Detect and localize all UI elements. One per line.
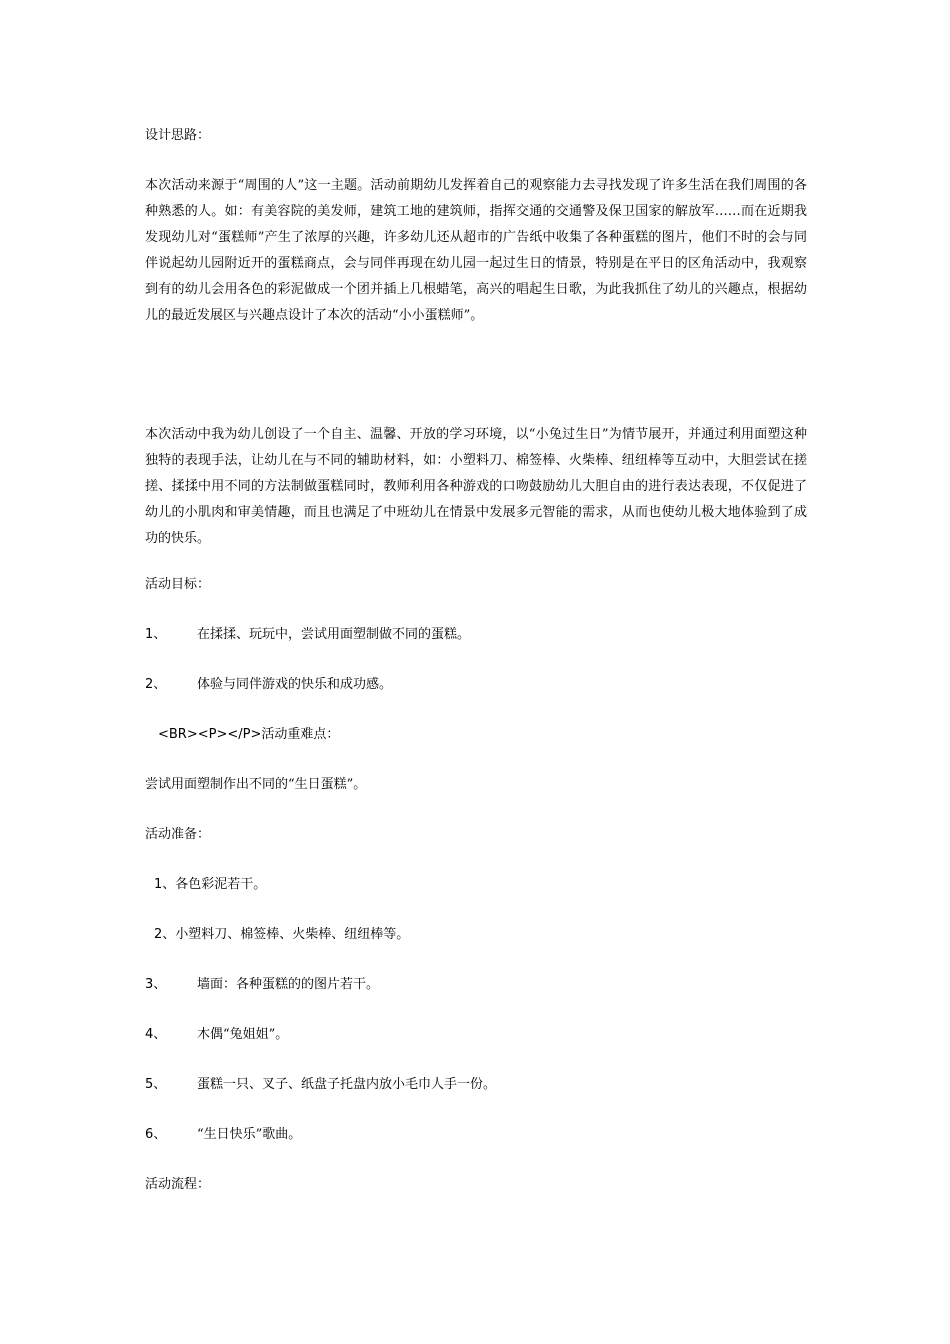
prep-item bbox=[154, 927, 409, 943]
goal-number: 1、 bbox=[145, 627, 167, 642]
prep-text: 、小塑料刀、棉签棒、火柴棒、纽纽棒等。 bbox=[162, 927, 410, 942]
goal-text: 体验与同伴游戏的快乐和成功感。 bbox=[197, 677, 393, 692]
focus-heading: 活动重难点： bbox=[261, 727, 340, 742]
goal-number: 2、 bbox=[145, 677, 167, 692]
design-paragraph-2: 本次活动中我为幼儿创设了一个自主、温馨、开放的学习环境，以“小兔过生日”为情节展开，并通过利用面塑这种独特的表现手法，让幼儿在与不同的辅助材料，如：小塑料刀、棉签棒、火柴棒、纽纽棒等互动中，大胆尝试在搓搓、揉揉中用不同的方法制做蛋糕同时，教师利用各种游戏的口吻鼓励幼儿大胆自由的进行表达表现，不仅促进了幼儿的小肌肉和审美情趣，而且也满足了中班幼儿在情景中发展多元智能的需求，从而也使幼儿极大地体验到了成功的快乐。 bbox=[145, 427, 807, 546]
focus-text: 尝试用面塑制作出不同的“生日蛋糕”。 bbox=[145, 777, 367, 792]
prep-number: 4、 bbox=[145, 1027, 167, 1042]
goal-item bbox=[145, 677, 392, 693]
prep-text: 墙面：各种蛋糕的的图片若干。 bbox=[197, 977, 380, 992]
design-paragraph-1: 本次活动来源于“周围的人”这一主题。活动前期幼儿发挥着自己的观察能力去寻找发现了许多生活在我们周围的各种熟悉的人。如：有美容院的美发师，建筑工地的建筑师，指挥交通的交通警及保卫国家的解放军……而在近期我发现幼儿对“蛋糕师”产生了浓厚的兴趣，许多幼儿还从超市的广告纸中收集了各种蛋糕的图片，他们不时的会与同伴说起幼儿园附近开的蛋糕商点，会与同伴再现在幼儿园一起过生日的情景，特别是在平日的区角活动中，我观察到有的幼儿会用各色的彩泥做成一个团并插上几根蜡笔，高兴的唱起生日歌，为此我抓住了幼儿的兴趣点，根据幼儿的最近发展区与兴趣点设计了本次的活动“小小蛋糕师”。 bbox=[145, 178, 807, 323]
prep-number: 6、 bbox=[145, 1127, 167, 1142]
prep-text: 蛋糕一只、叉子、纸盘子托盘内放小毛巾人手一份。 bbox=[197, 1077, 497, 1092]
prep-heading: 活动准备： bbox=[145, 827, 211, 842]
prep-item bbox=[145, 1077, 496, 1093]
prep-item bbox=[154, 877, 266, 893]
goal-text: 在揉揉、玩玩中，尝试用面塑制做不同的蛋糕。 bbox=[197, 627, 471, 642]
prep-number: 5、 bbox=[145, 1077, 167, 1092]
prep-number: 2 bbox=[154, 927, 163, 942]
design-heading: 设计思路： bbox=[145, 128, 211, 143]
prep-text: “生日快乐”歌曲。 bbox=[197, 1127, 302, 1142]
prep-item bbox=[145, 977, 379, 993]
goal-item bbox=[145, 627, 470, 643]
prep-item bbox=[145, 1027, 288, 1043]
prep-item bbox=[145, 1127, 301, 1143]
prep-text: 、各色彩泥若干。 bbox=[162, 877, 267, 892]
prep-number: 1 bbox=[154, 877, 163, 892]
prep-number: 3、 bbox=[145, 977, 167, 992]
goals-heading: 活动目标： bbox=[145, 577, 211, 592]
focus-prefix: <BR><P></P> bbox=[158, 727, 262, 742]
prep-text: 木偶“兔姐姐”。 bbox=[197, 1027, 289, 1042]
process-heading: 活动流程： bbox=[145, 1177, 211, 1192]
focus-heading-line bbox=[158, 727, 339, 743]
